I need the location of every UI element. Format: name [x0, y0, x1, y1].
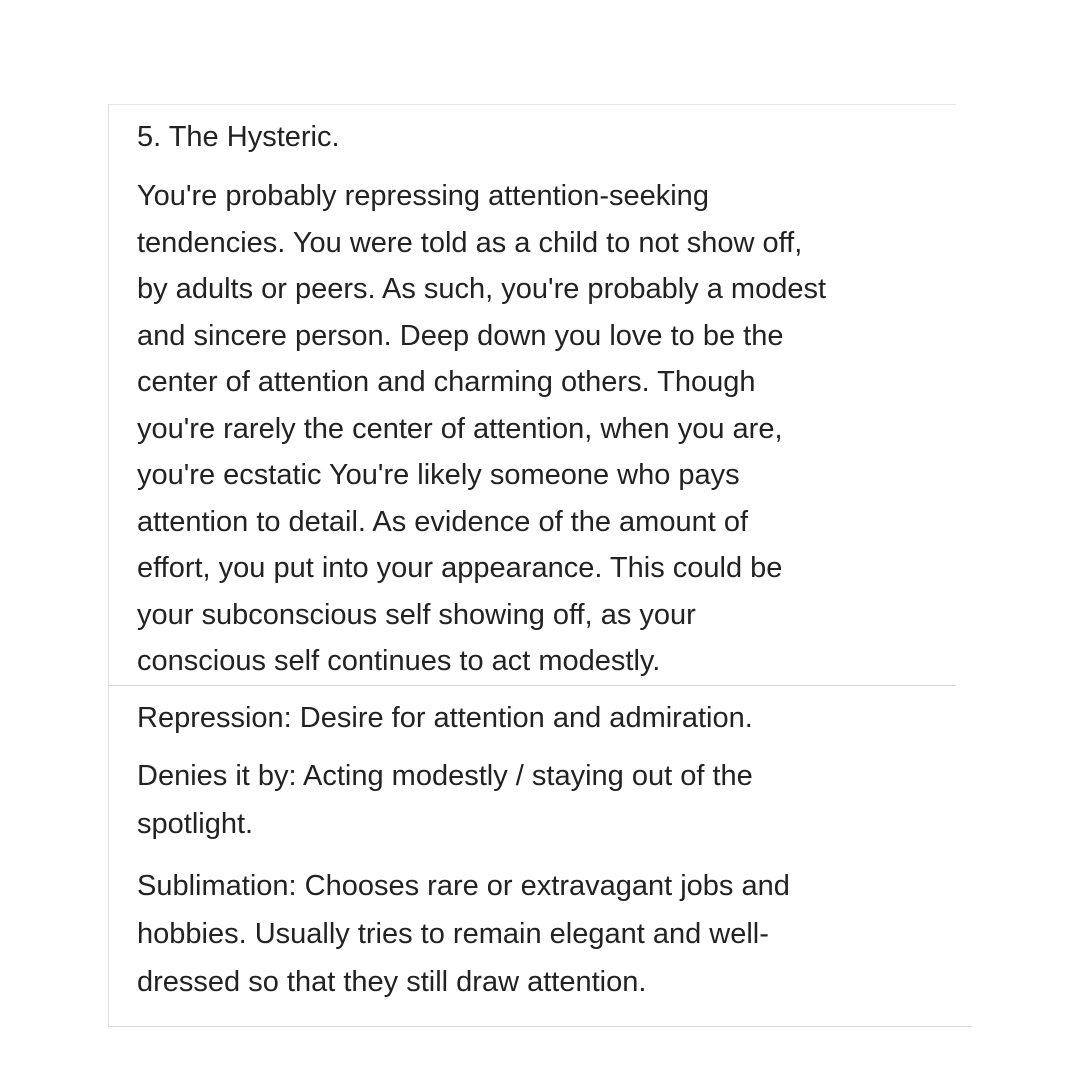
description-line: and sincere person. Deep down you love to be the — [137, 319, 784, 352]
repression-line: Repression: Desire for attention and admiration. — [137, 702, 753, 734]
description-line: tendencies. You were told as a child to not show off, — [137, 226, 803, 259]
description-line: attention to detail. As evidence of the amount of — [137, 505, 749, 538]
description-line: conscious self continues to act modestly. — [137, 645, 661, 677]
sublimation-line: hobbies. Usually tries to remain elegant and well- — [137, 918, 769, 950]
description-line: center of attention and charming others. Though — [137, 366, 756, 398]
denies-text — [137, 752, 753, 848]
description-line: effort, you put into your appearance. This could be — [137, 552, 783, 584]
description-line: you're rarely the center of attention, when you are, — [137, 412, 783, 445]
description-line: your subconscious self showing off, as your — [137, 598, 696, 631]
repression-text — [137, 694, 753, 742]
description-card — [108, 104, 956, 686]
denies-line: spotlight. — [137, 808, 254, 840]
sublimation-line: Sublimation: Chooses rare or extravagant jobs and — [137, 870, 790, 902]
section-heading: 5. The Hysteric. — [137, 121, 340, 153]
denies-line: Denies it by: Acting modestly / staying out of the — [137, 760, 753, 792]
sublimation-line: dressed so that they still draw attention. — [137, 966, 647, 998]
description-paragraph — [137, 173, 957, 685]
description-line: You're probably repressing attention-seeking — [137, 180, 709, 212]
details-card — [108, 686, 972, 1027]
sublimation-text — [137, 862, 790, 1006]
description-line: you're ecstatic You're likely someone who pays — [137, 459, 740, 491]
description-line: by adults or peers. As such, you're probably a modest — [137, 273, 827, 305]
